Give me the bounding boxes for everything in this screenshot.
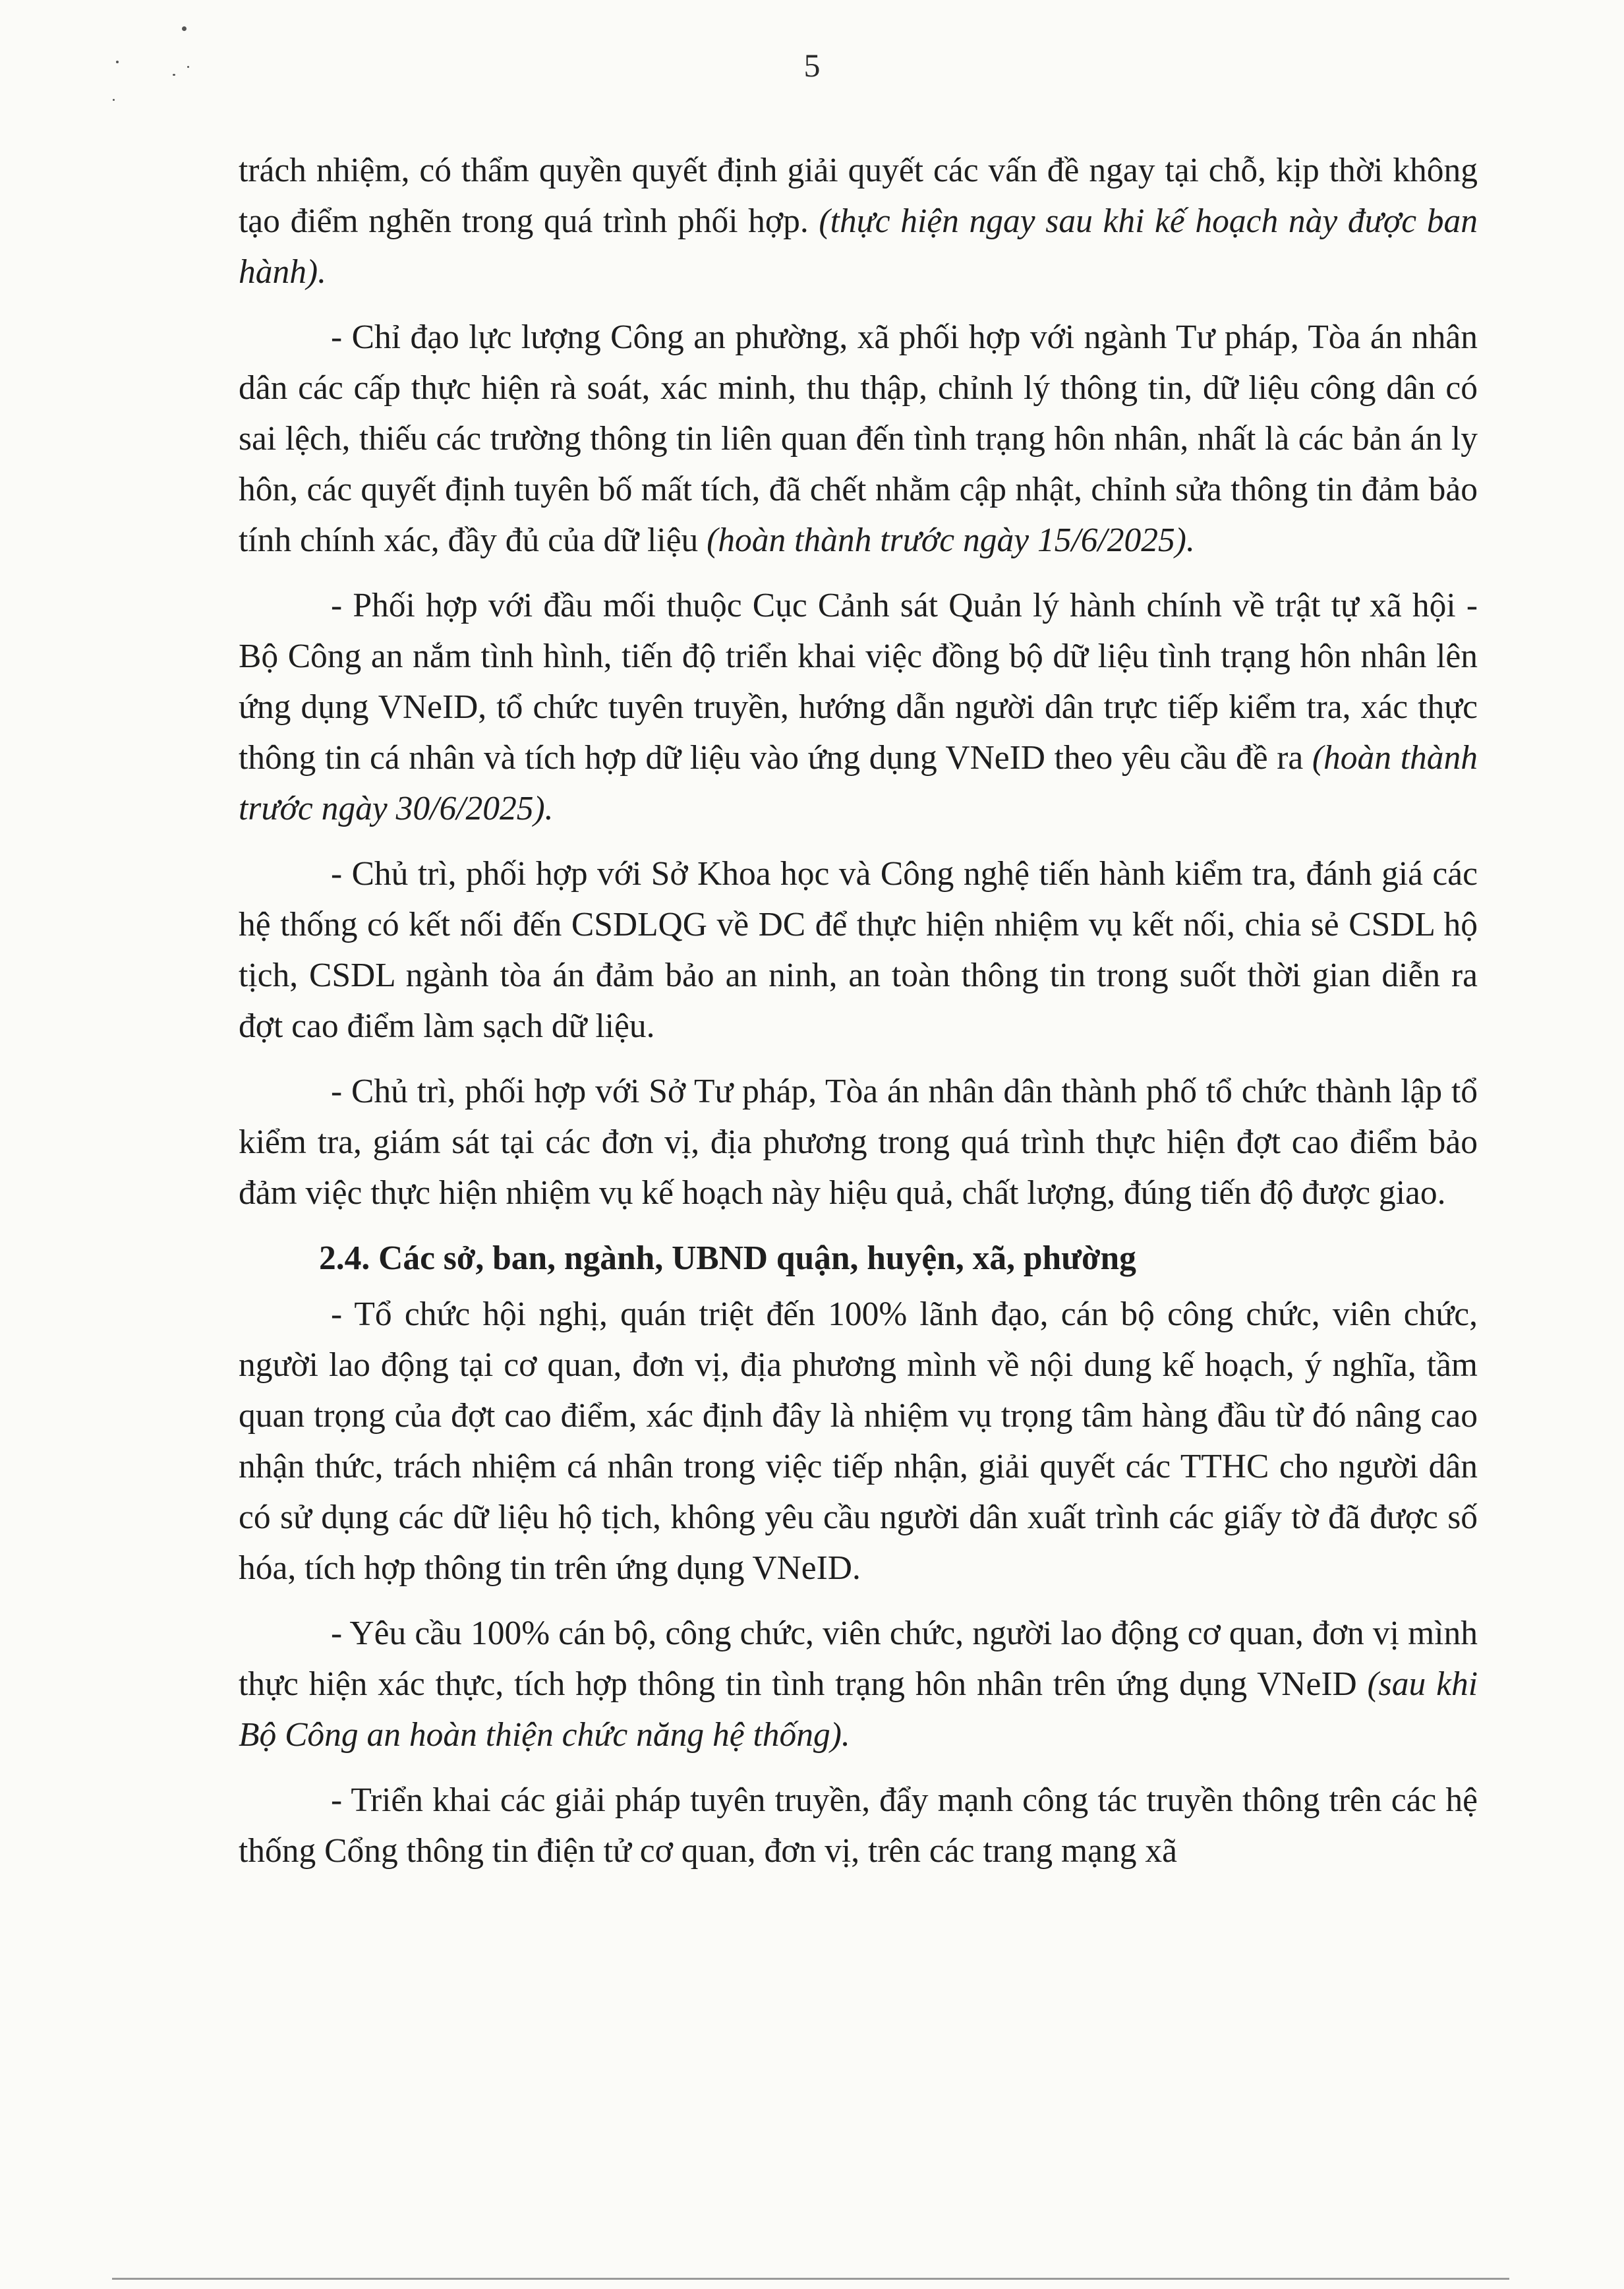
deadline-note: (sau khi Bộ Công an hoàn thiện chức năng hệ thống). — [239, 1665, 1478, 1754]
paragraph-text: - Tổ chức hội nghị, quán triệt đến 100% lãnh đạo, cán bộ công chức, viên chức, người lao động tại cơ quan, đơn vị, địa phương mình về nội dung kế hoạch, ý nghĩa, tầm quan trọng của đợt cao điểm, xác định đây là nhiệm vụ trọng tâm hàng đầu từ đó nâng cao nhận thức, trách nhiệm cá nhân trong việc tiếp nhận, giải quyết các TTHC cho người dân có sử dụng các dữ liệu hộ tịch, không yêu cầu người dân xuất trình các giấy tờ đã được số hóa, tích hợp thông tin trên ứng dụng VNeID. — [239, 1295, 1478, 1587]
section-heading: 2.4. Các sở, ban, ngành, UBND quận, huyện, xã, phường — [319, 1239, 1136, 1277]
paragraph — [239, 1608, 1478, 1760]
deadline-note: (hoàn thành trước ngày 15/6/2025). — [707, 521, 1195, 559]
paragraph-text: - Triển khai các giải pháp tuyên truyền, đẩy mạnh công tác truyền thông trên các hệ thống Cổng thông tin điện tử cơ quan, đơn vị, trên các trang mạng xã — [239, 1781, 1478, 1870]
paragraph — [239, 848, 1478, 1052]
paragraph-text: trách nhiệm, có thẩm quyền quyết định giải quyết các vấn đề ngay tại chỗ, kịp thời không tạo điểm nghẽn trong quá trình phối hợp. — [239, 152, 1478, 240]
paragraph — [239, 312, 1478, 566]
paragraph-text: - Chủ trì, phối hợp với Sở Khoa học và Công nghệ tiến hành kiểm tra, đánh giá các hệ thống có kết nối đến CSDLQG về DC để thực hiện nhiệm vụ kết nối, chia sẻ CSDL hộ tịch, CSDL ngành tòa án đảm bảo an ninh, an toàn thông tin trong suốt thời gian diễn ra đợt cao điểm làm sạch dữ liệu. — [239, 855, 1478, 1045]
bottom-scan-edge — [112, 2278, 1509, 2280]
paragraph — [239, 1775, 1478, 1876]
page-number: 5 — [803, 47, 821, 84]
paragraph-text: - Chủ trì, phối hợp với Sở Tư pháp, Tòa án nhân dân thành phố tổ chức thành lập tổ kiểm tra, giám sát tại các đơn vị, địa phương trong quá trình thực hiện đợt cao điểm bảo đảm việc thực hiện nhiệm vụ kế hoạch này hiệu quả, chất lượng, đúng tiến độ được giao. — [239, 1073, 1478, 1212]
paragraph-text: - Chỉ đạo lực lượng Công an phường, xã phối hợp với ngành Tư pháp, Tòa án nhân dân các cấp thực hiện rà soát, xác minh, thu thập, chỉnh lý thông tin, dữ liệu công dân có sai lệch, thiếu các trường thông tin liên quan đến tình trạng hôn nhân, nhất là các bản án ly hôn, các quyết định tuyên bố mất tích, đã chết nhằm cập nhật, chỉnh sửa thông tin đảm bảo tính chính xác, đầy đủ của dữ liệu — [239, 318, 1478, 559]
paragraph-text: - Phối hợp với đầu mối thuộc Cục Cảnh sát Quản lý hành chính về trật tự xã hội - Bộ Công an nắm tình hình, tiến độ triển khai việc đồng bộ dữ liệu tình trạng hôn nhân lên ứng dụng VNeID, tổ chức tuyên truyền, hướng dẫn người dân trực tiếp kiểm tra, xác thực thông tin cá nhân và tích hợp dữ liệu vào ứng dụng VNeID theo yêu cầu đề ra — [239, 587, 1478, 777]
scan-speck — [182, 26, 187, 31]
paragraph — [239, 1289, 1478, 1593]
deadline-note: (thực hiện ngay sau khi kế hoạch này được ban hành). — [239, 202, 1478, 291]
paragraph-text: - Yêu cầu 100% cán bộ, công chức, viên chức, người lao động cơ quan, đơn vị mình thực hiện xác thực, tích hợp thông tin tình trạng hôn nhân trên ứng dụng VNeID — [239, 1615, 1478, 1703]
paragraph — [239, 1066, 1478, 1218]
deadline-note: (hoàn thành trước ngày 30/6/2025). — [239, 739, 1478, 827]
document-body — [239, 145, 1478, 1876]
paragraph — [239, 580, 1478, 834]
paragraph — [239, 145, 1478, 297]
scan-speck — [113, 99, 115, 101]
